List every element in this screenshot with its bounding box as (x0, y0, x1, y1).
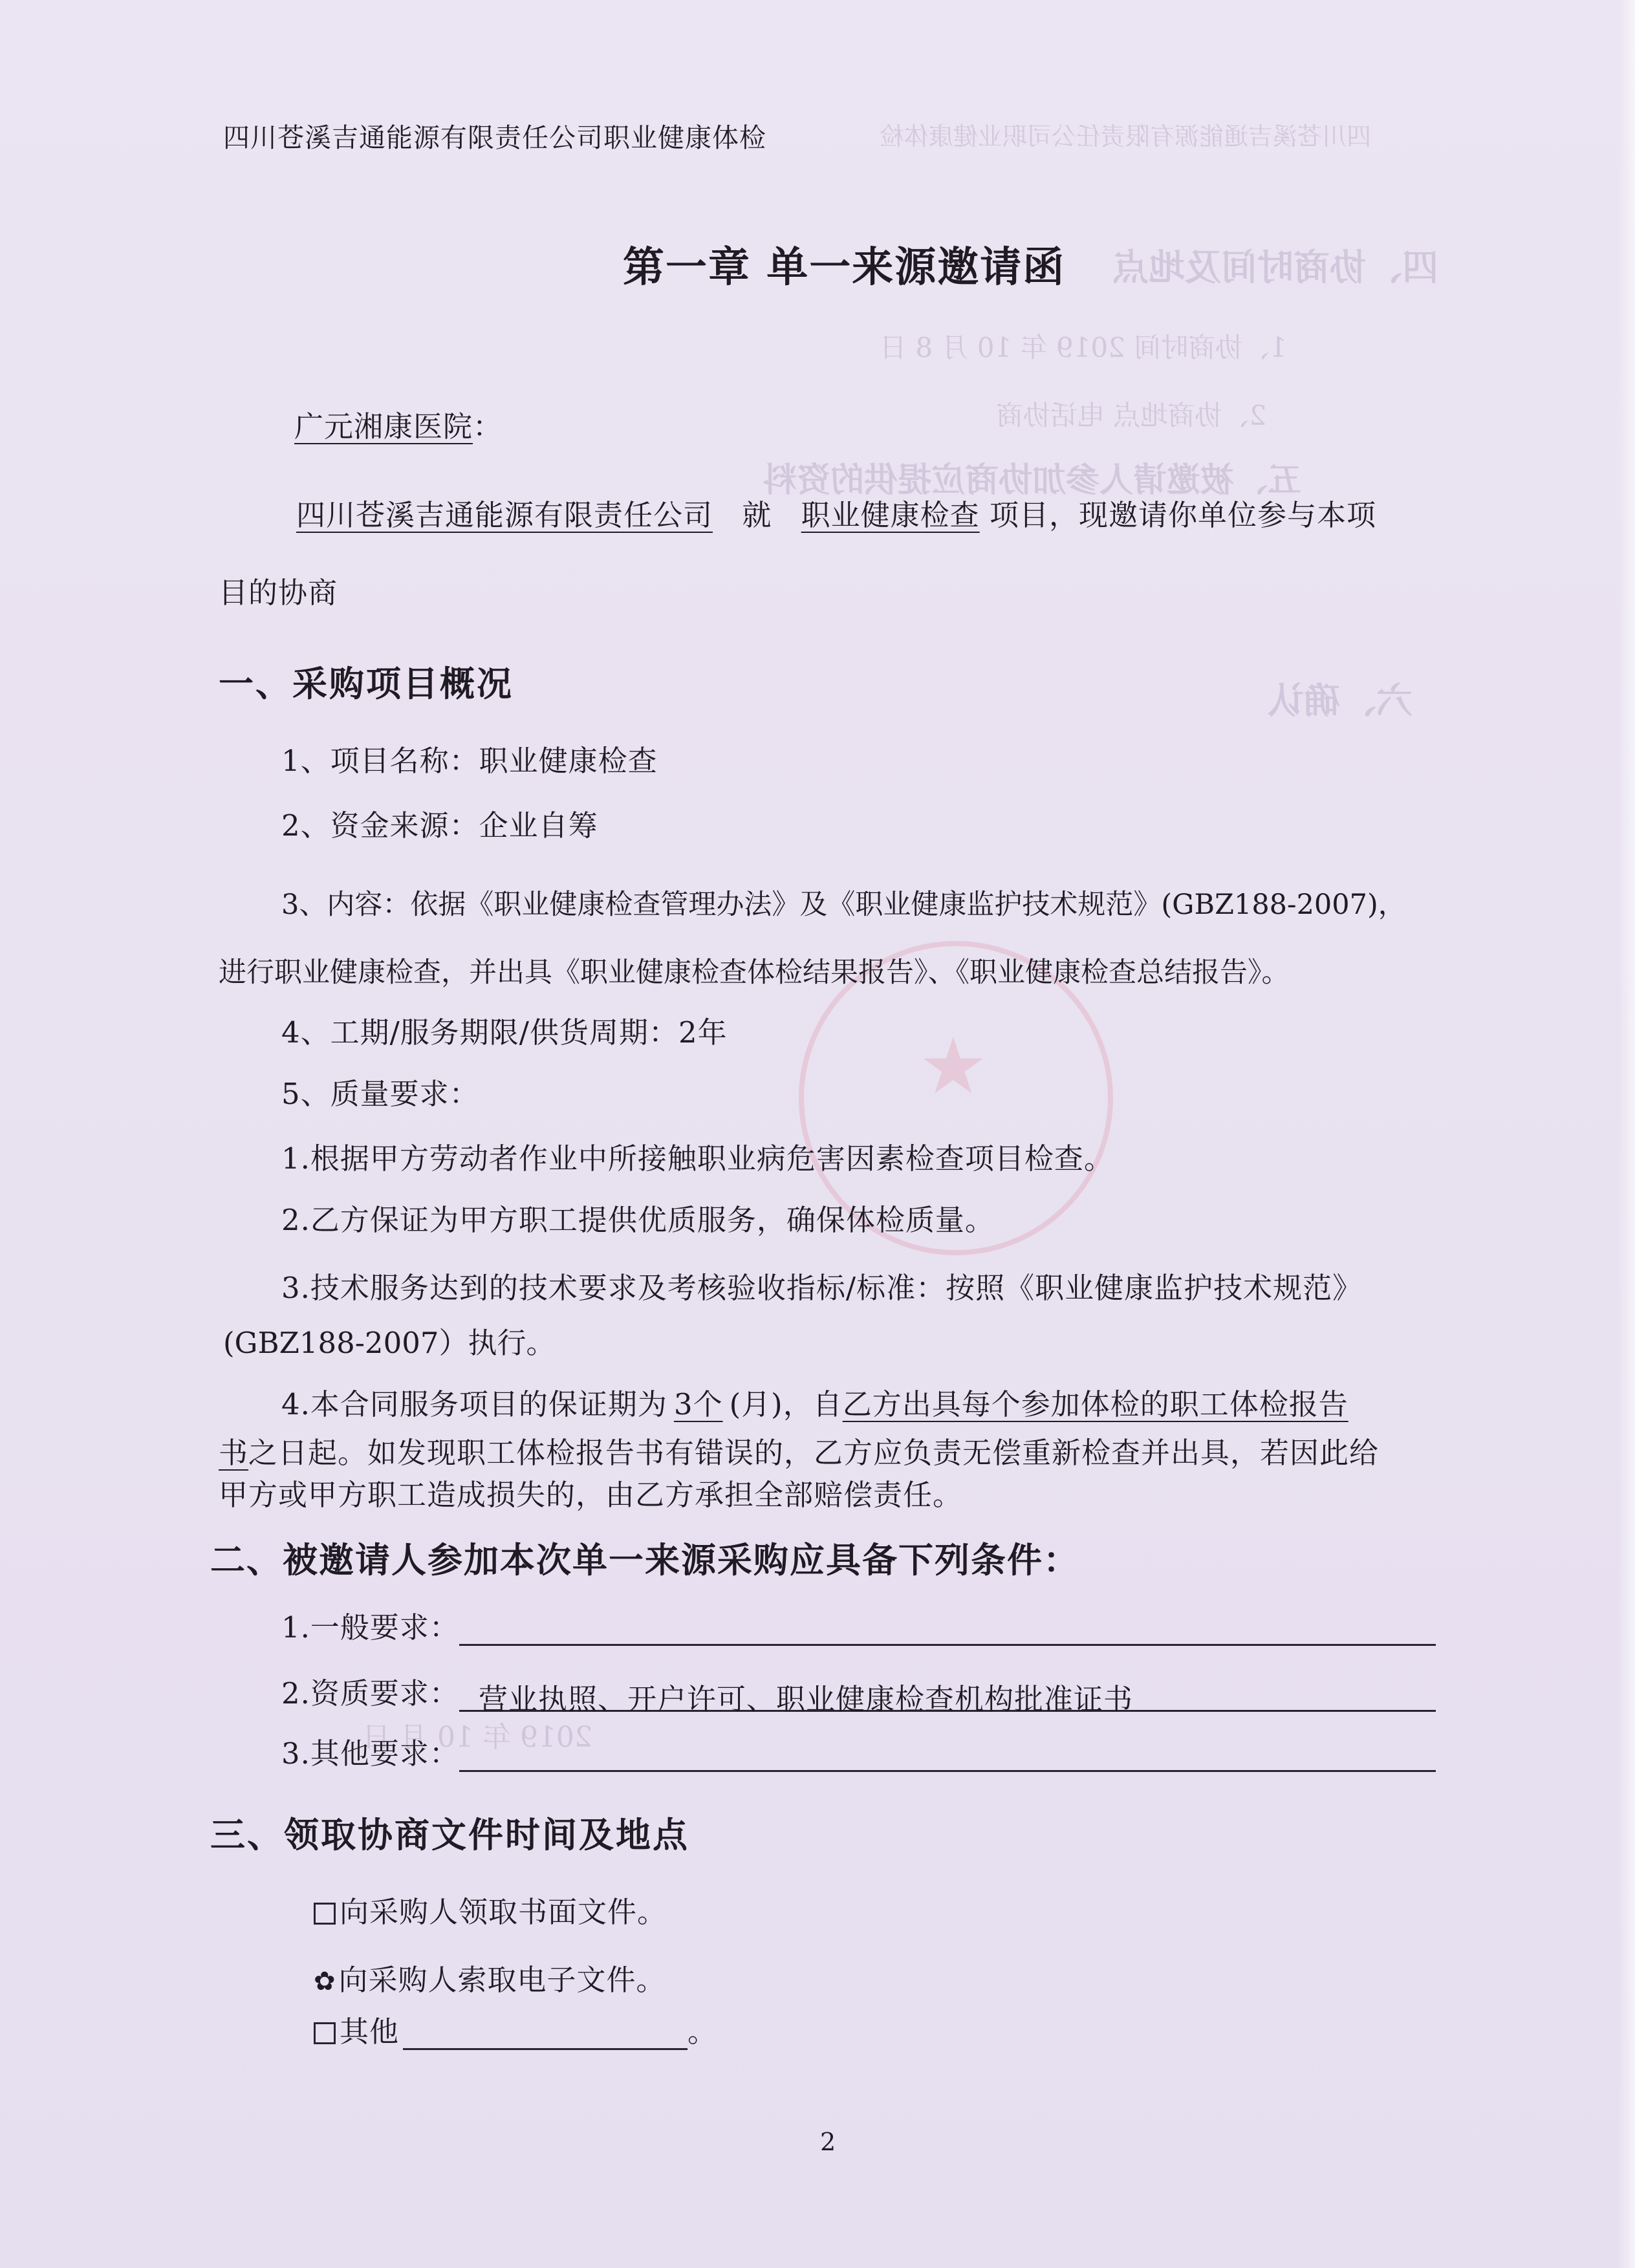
item-quality-label: 5、质量要求： (281, 1077, 479, 1111)
qualification-requirement-row (281, 1670, 1436, 1716)
warranty-prefix: 4.本合同服务项目的保证期为 (281, 1387, 667, 1421)
warranty-text-2: 之日起。如发现职工体检报告书有错误的，乙方应负责无偿重新检查并出具，若因此给 (248, 1436, 1380, 1470)
addressee-colon: ： (473, 409, 503, 444)
general-requirement-label: 1.一般要求： (281, 1610, 459, 1645)
item-content-line-2: 进行职业健康检查，并出具《职业健康检查体检结果报告》、《职业健康检查总结报告》。 (219, 956, 1290, 989)
quality-req-3-line-1: 3.技术服务达到的技术要求及考核验收指标/标准：按照《职业健康监护技术规范》 (281, 1271, 1363, 1305)
quality-req-1: 1.根据甲方劳动者作业中所接触职业病危害因素检查项目检查。 (281, 1141, 1114, 1176)
option-other-field (403, 2017, 688, 2050)
faint-stamp-star-icon: ★ (918, 1022, 988, 1112)
bleed-through-header: 四川苍溪吉通能源有限责任公司职业健康体检 (880, 122, 1372, 151)
scan-edge (1618, 0, 1635, 2268)
section-1-heading: 一、采购项目概况 (219, 663, 514, 704)
document-header: 四川苍溪吉通能源有限责任公司职业健康体检 (223, 122, 766, 153)
general-requirement-field (459, 1610, 1436, 1646)
bleed-through-line-2: 2、协商地点 电话协商 (996, 400, 1267, 431)
intro-text-regarding: 就 (742, 498, 772, 532)
option-electronic-document (314, 1956, 666, 1998)
option-paper-label: 向采购人领取书面文件。 (340, 1895, 667, 1929)
page-number: 2 (820, 2128, 836, 2156)
qualification-requirement-label: 2.资质要求： (281, 1676, 459, 1711)
bleed-through-date: 2019 年 10 月 日 (362, 1721, 592, 1754)
bleed-through-line-1: 1、协商时间 2019 年 10 月 8 日 (880, 332, 1287, 363)
item-content-line-1: 3、内容：依据《职业健康检查管理办法》及《职业健康监护技术规范》(GBZ188-2007)， (281, 889, 1406, 921)
bleed-through-heading-4: 四、协商时间及地点 (1112, 246, 1438, 289)
general-requirement-row (281, 1604, 1436, 1646)
warranty-start-end: 书 (219, 1436, 249, 1470)
item-fund-source: 2、资金来源：企业自筹 (281, 808, 598, 843)
warranty-period: 3个 (673, 1387, 723, 1421)
quality-req-4-line-1 (281, 1381, 1348, 1423)
warranty-start: 乙方出具每个参加体检的职工体检报告 (842, 1387, 1348, 1421)
option-other (314, 2008, 717, 2050)
qualification-requirement-value: 营业执照、开户许可、职业健康检查机构批准证书 (459, 1676, 1436, 1712)
checkbox-marked-icon: ✿ (314, 1967, 336, 1996)
addressee-name: 广元湘康医院 (294, 409, 473, 444)
other-requirement-field (459, 1736, 1436, 1772)
option-paper-document (314, 1888, 667, 1930)
warranty-mid: (月)，自 (729, 1387, 843, 1421)
item-project-name: 1、项目名称：职业健康检查 (281, 744, 658, 778)
project-name: 职业健康检查 (801, 498, 980, 532)
quality-req-2: 2.乙方保证为甲方职工提供优质服务，确保体检质量。 (281, 1203, 995, 1237)
checkbox-empty-icon (314, 2022, 336, 2044)
quality-req-4-line-3: 甲方或甲方职工造成损失的，由乙方承担全部赔偿责任。 (219, 1478, 963, 1512)
section-3-heading: 三、领取协商文件时间及地点 (210, 1814, 689, 1855)
intro-text-invite: 项目，现邀请你单位参与本项 (989, 498, 1376, 532)
intro-line-1 (296, 491, 1376, 534)
option-other-label: 其他 (340, 2014, 400, 2049)
other-requirement-row (281, 1730, 1436, 1772)
option-other-period: 。 (688, 2014, 718, 2049)
checkbox-empty-icon (314, 1903, 336, 1925)
bleed-through-heading-6: 六、确认 (1268, 680, 1413, 722)
item-service-period: 4、工期/服务期限/供货周期：2年 (281, 1015, 728, 1050)
quality-req-4-line-2 (219, 1429, 1379, 1471)
addressee-line (294, 403, 503, 445)
other-requirement-label: 3.其他要求： (281, 1736, 459, 1771)
section-2-heading: 二、被邀请人参加本次单一来源采购应具备下列条件： (210, 1539, 1079, 1581)
intro-line-2: 目的协商 (219, 576, 338, 610)
page-title: 第一章 单一来源邀请函 (623, 243, 1066, 292)
option-electronic-label: 向采购人索取电子文件。 (338, 1963, 666, 1997)
quality-req-3-line-2: (GBZ188-2007）执行。 (223, 1326, 556, 1360)
inviting-company: 四川苍溪吉通能源有限责任公司 (296, 498, 713, 532)
bleed-through-heading-5: 五、被邀请人参加协商应提供的资料 (763, 460, 1302, 500)
